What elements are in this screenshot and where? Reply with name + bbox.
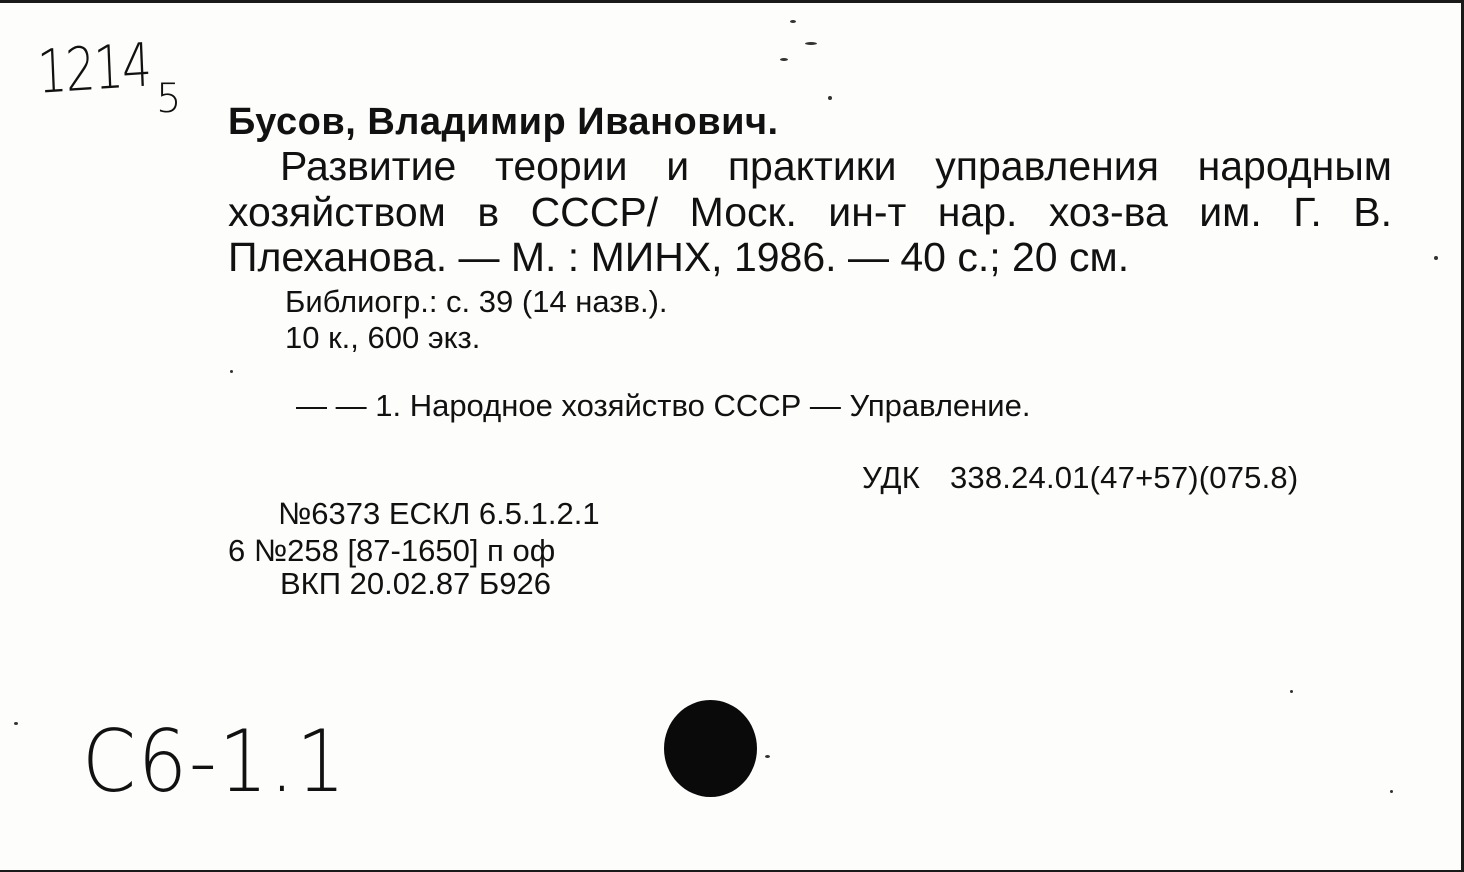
handwritten-shelf-mark: C6-1.1 bbox=[82, 712, 348, 812]
scan-speck bbox=[828, 96, 832, 100]
udk-label: УДК bbox=[862, 460, 920, 495]
udk-value: 338.24.01(47+57)(075.8) bbox=[949, 460, 1299, 495]
punched-hole-mark bbox=[664, 700, 757, 797]
technical-line-2: 6 №258 [87-1650] п оф bbox=[228, 533, 556, 568]
bibliography-note: Библиогр.: с. 39 (14 назв.). bbox=[285, 284, 668, 319]
title-line-3: Плеханова. — М. : МИНХ, 1986. — 40 с.; 20 см. bbox=[228, 234, 1130, 280]
scan-speck bbox=[790, 20, 796, 23]
handwritten-inventory-suffix: 5 bbox=[156, 76, 182, 122]
scan-speck bbox=[780, 58, 788, 61]
author-heading: Бусов, Владимир Иванович. bbox=[228, 101, 779, 143]
scan-speck bbox=[805, 42, 817, 45]
subject-heading: — — 1. Народное хозяйство СССР — Управление. bbox=[296, 388, 1031, 423]
scan-speck bbox=[1290, 690, 1293, 693]
scan-speck bbox=[765, 755, 770, 758]
scan-speck bbox=[14, 722, 18, 725]
scan-speck bbox=[1434, 256, 1438, 260]
price-print-run-note: 10 к., 600 экз. bbox=[285, 320, 481, 355]
technical-line-3: ВКП 20.02.87 Б926 bbox=[280, 566, 551, 601]
handwritten-inventory-number: 1214 bbox=[36, 30, 152, 108]
title-line-2: хозяйством в СССР/ Моск. ин-т нар. хоз-ва им. Г. В. bbox=[228, 189, 1392, 235]
scan-speck bbox=[1390, 790, 1393, 793]
technical-line-1: №6373 ЕСКЛ 6.5.1.2.1 bbox=[278, 496, 600, 531]
scan-speck bbox=[230, 370, 233, 373]
udk-classification bbox=[862, 462, 1298, 493]
card-top-edge bbox=[0, 0, 1464, 3]
title-line-1: Развитие теории и практики управления народным bbox=[280, 143, 1392, 189]
